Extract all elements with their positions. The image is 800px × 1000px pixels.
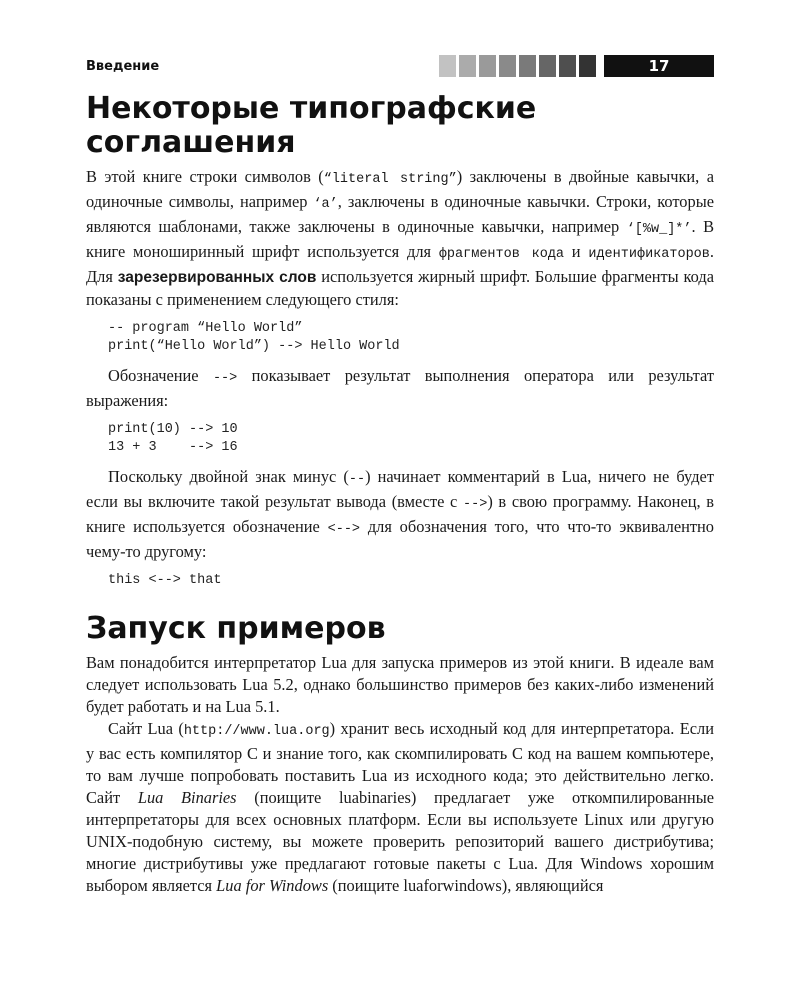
header-tab xyxy=(519,55,536,77)
header-tab xyxy=(539,55,556,77)
header-tab xyxy=(579,55,596,77)
text-run: Сайт Lua ( xyxy=(108,719,184,738)
header-tab xyxy=(459,55,476,77)
header-tab xyxy=(439,55,456,77)
paragraph xyxy=(86,365,714,412)
text-run: используется жирный шрифт. Большие фрагменты кода показаны с применением следующего стиля: xyxy=(86,267,714,309)
paragraph xyxy=(86,718,714,897)
paragraph xyxy=(86,466,714,563)
section-title-line: соглашения xyxy=(86,125,296,160)
paragraph xyxy=(86,166,714,311)
code-block: this <--> that xyxy=(108,573,222,588)
code-inline: “literal string” xyxy=(323,172,457,187)
text-run: Обозначение xyxy=(108,366,213,385)
text-run: ) в свою программу. Наконец, в книге используется обозначение xyxy=(86,492,714,536)
text-run: показывает результат выполнения оператора или результат выражения: xyxy=(86,366,715,410)
text-run: . Для xyxy=(86,242,714,286)
paragraph: Вам понадобится интерпретатор Lua для запуска примеров из этой книги. В идеале вам следует использовать Lua 5.2, однако большинство примеров без каких-либо изменений будет работать и на Lua 5.1. xyxy=(86,653,714,716)
code-inline: <--> xyxy=(327,522,361,537)
header-tab xyxy=(559,55,576,77)
text-run: (поищите luabinaries) предлагает уже откомпилированные интерпретаторы для всех основных платформ. Если вы используете Linux или другую UNIX-подобную систему, вы можете проверить репозиторий вашего дистрибутива; многие дистрибутивы уже предлагают готовые пакеты с Lua. Для Windows хорошим выбором является xyxy=(86,788,714,895)
code-inline: --> xyxy=(463,497,488,512)
header-tabs xyxy=(439,55,596,77)
page-header xyxy=(86,52,714,82)
text-run: ) заключены в двойные кавычки, а одиночные символы, например xyxy=(86,167,714,211)
text-run: для обозначения того, что что-то эквивалентно чему-то другому: xyxy=(86,517,714,561)
code-block: -- program “Hello World” print(“Hello World”) --> Hello World xyxy=(108,321,400,354)
text-run: В этой книге строки символов ( xyxy=(86,167,324,186)
text-run: и xyxy=(564,242,589,261)
section-title: Запуск примеров xyxy=(86,611,386,646)
section-title xyxy=(86,92,714,160)
code-inline: ‘[%w_]*’ xyxy=(626,222,692,237)
header-tab xyxy=(479,55,496,77)
header-tab xyxy=(499,55,516,77)
code-inline: идентификаторов xyxy=(588,247,710,262)
code-inline: -- xyxy=(348,472,366,487)
text-run: , заключены в одиночные кавычки. Строки, которые являются шаблонами, также заключены в одиночные кавычки, например xyxy=(86,192,714,236)
text-run: Поскольку двойной знак минус ( xyxy=(108,467,349,486)
code-inline: ‘a’ xyxy=(313,197,338,212)
text-run: ) начинает комментарий в Lua, ничего не будет если вы включите такой результат вывода (вместе с xyxy=(86,467,714,511)
italic-inline: Lua Binaries xyxy=(137,788,237,807)
italic-inline: Lua for Windows xyxy=(216,876,329,895)
text-run: ) хранит весь исходный код для интерпретатора. Если у вас есть компилятор C и знание того, как скомпилировать C код на вашем компьютере, то вам лучше попробовать поставить Lua из исходного кода; это действительно легко. Сайт xyxy=(86,719,714,807)
running-head: Введение xyxy=(86,59,160,74)
code-inline: --> xyxy=(212,371,238,386)
code-inline: фрагментов кода xyxy=(438,247,565,262)
code-block: print(10) --> 10 13 + 3 --> 16 xyxy=(108,422,238,455)
bold-inline: зарезервированных слов xyxy=(117,269,317,286)
page-number: 17 xyxy=(604,55,714,77)
code-inline: http://www.lua.org xyxy=(183,724,330,739)
text-run: (поищите luaforwindows), являющийся xyxy=(328,876,604,895)
text-run: . В книге моноширинный шрифт используется для xyxy=(86,217,714,261)
section-title-line: Некоторые типографские xyxy=(86,91,537,126)
book-page xyxy=(86,52,714,897)
